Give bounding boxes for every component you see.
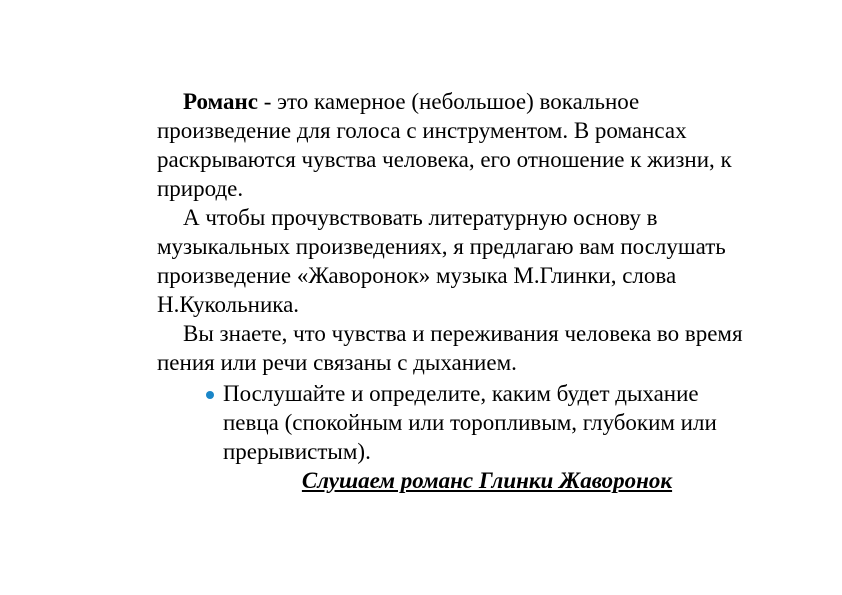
bullet-text: Послушайте и определите, каким будет дыхание певца (спокойным или торопливым, глубоким или прерывистым). [223, 381, 717, 464]
paragraph-definition [157, 87, 757, 203]
definition-text: - это камерное (небольшое) вокальное произведение для голоса с инструментом. В романсах раскрываются чувства человека, его отношение к жизни, к природе. [157, 89, 732, 201]
paragraph-breathing: Вы знаете, что чувства и переживания человека во время пения или речи связаны с дыханием. [157, 321, 743, 375]
paragraph-invitation: А чтобы прочувствовать литературную основу в музыкальных произведениях, я предлагаю вам послушать произведение «Жаворонок» музыка М.Глинки, слова Н.Кукольника. [157, 205, 726, 317]
slide-text-block [157, 87, 757, 495]
listen-link[interactable]: Слушаем романс Глинки Жаворонок [301, 468, 673, 493]
bullet-dot-icon [206, 391, 214, 399]
bullet-item [223, 379, 757, 466]
term-romance: Романс [183, 89, 259, 114]
